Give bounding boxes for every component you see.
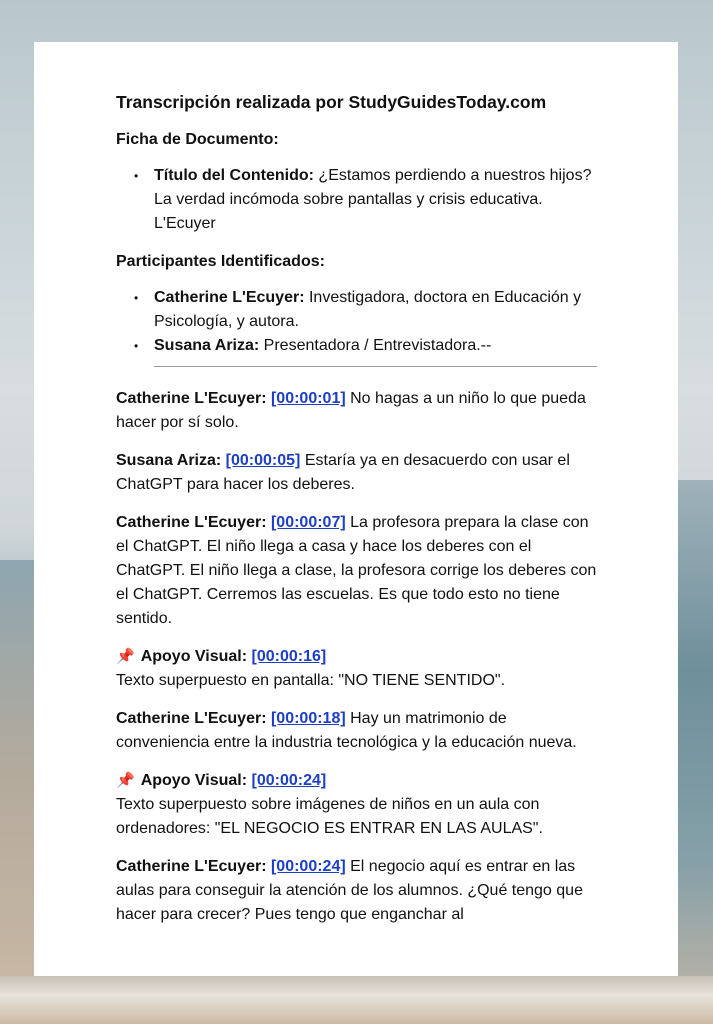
transcript-text: No hagas a un niño lo que pueda hacer por sí solo. [116,390,586,431]
timestamp-link[interactable]: [00:00:01] [270,390,346,407]
transcript-entry [116,511,604,631]
participant-item [154,286,604,334]
speaker-name: Catherine L'Ecuyer: [116,710,267,727]
pushpin-icon: 📌 [116,772,135,789]
transcript-entry [116,707,604,755]
speaker-name: Catherine L'Ecuyer: [116,858,267,875]
speaker-name: Susana Ariza: [116,452,222,469]
transcript-text: Texto superpuesto en pantalla: "NO TIENE SENTIDO". [116,672,506,689]
divider [154,366,597,367]
speaker-name: Catherine L'Ecuyer: [116,390,267,407]
speaker-name: Catherine L'Ecuyer: [116,514,267,531]
participant-name: Catherine L'Ecuyer: [154,289,305,306]
transcript-entry [116,449,604,497]
participant-desc: Presentadora / Entrevistadora.-- [263,337,492,354]
document-page [34,42,678,976]
timestamp-link[interactable]: [00:00:07] [270,514,346,531]
divider-wrap [116,366,604,367]
ficha-list [116,164,604,236]
transcript-text: Hay un matrimonio de conveniencia entre la industria tecnológica y la educación nueva. [116,710,577,751]
background-sea-left [0,560,36,1024]
participant-desc: Investigadora, doctora en Educación y Psicología, y autora. [154,289,582,330]
ficha-item-text: ¿Estamos perdiendo a nuestros hijos? La verdad incómoda sobre pantallas y crisis educativa. L'Ecuyer [154,167,592,232]
ficha-item [154,164,604,236]
visual-support-entry [116,769,604,841]
participant-name: Susana Ariza: [154,337,260,354]
timestamp-link[interactable]: [00:00:18] [270,710,346,727]
timestamp-link[interactable]: [00:00:24] [251,772,327,789]
ficha-heading: Ficha de Documento: [116,131,279,148]
transcript-text: La profesora prepara la clase con el ChatGPT. El niño llega a casa y hace los deberes con el ChatGPT. El niño llega a clase, la profesora corrige los deberes con el ChatGPT. Cerremos las escuelas. Es que todo esto no tiene sentido. [116,514,597,627]
document-content [116,90,604,941]
transcript-text: Estaría ya en desacuerdo con usar el ChatGPT para hacer los deberes. [116,452,570,493]
participant-item [154,334,604,358]
transcript-entry [116,387,604,435]
pushpin-icon: 📌 [116,648,135,665]
visual-support-entry [116,645,604,693]
background-beach [0,976,713,1024]
participants-list [116,286,604,358]
transcript-text: El negocio aquí es entrar en las aulas para conseguir la atención de los alumnos. ¿Qué tengo que hacer para crecer? Pues tengo que enganchar al [116,858,583,923]
timestamp-link[interactable]: [00:00:24] [270,858,346,875]
participants-heading: Participantes Identificados: [116,253,325,270]
document-title: Transcripción realizada por StudyGuidesToday.com [116,92,547,112]
transcript-text: Texto superpuesto sobre imágenes de niños en un aula con ordenadores: "EL NEGOCIO ES ENTRAR EN LAS AULAS". [116,796,543,837]
visual-support-label: Apoyo Visual: [140,772,248,789]
timestamp-link[interactable]: [00:00:05] [225,452,301,469]
transcript-entry [116,855,604,927]
background-sea-right [677,480,713,1024]
ficha-item-label: Título del Contenido: [154,167,314,184]
visual-support-label: Apoyo Visual: [140,648,248,665]
timestamp-link[interactable]: [00:00:16] [251,648,327,665]
